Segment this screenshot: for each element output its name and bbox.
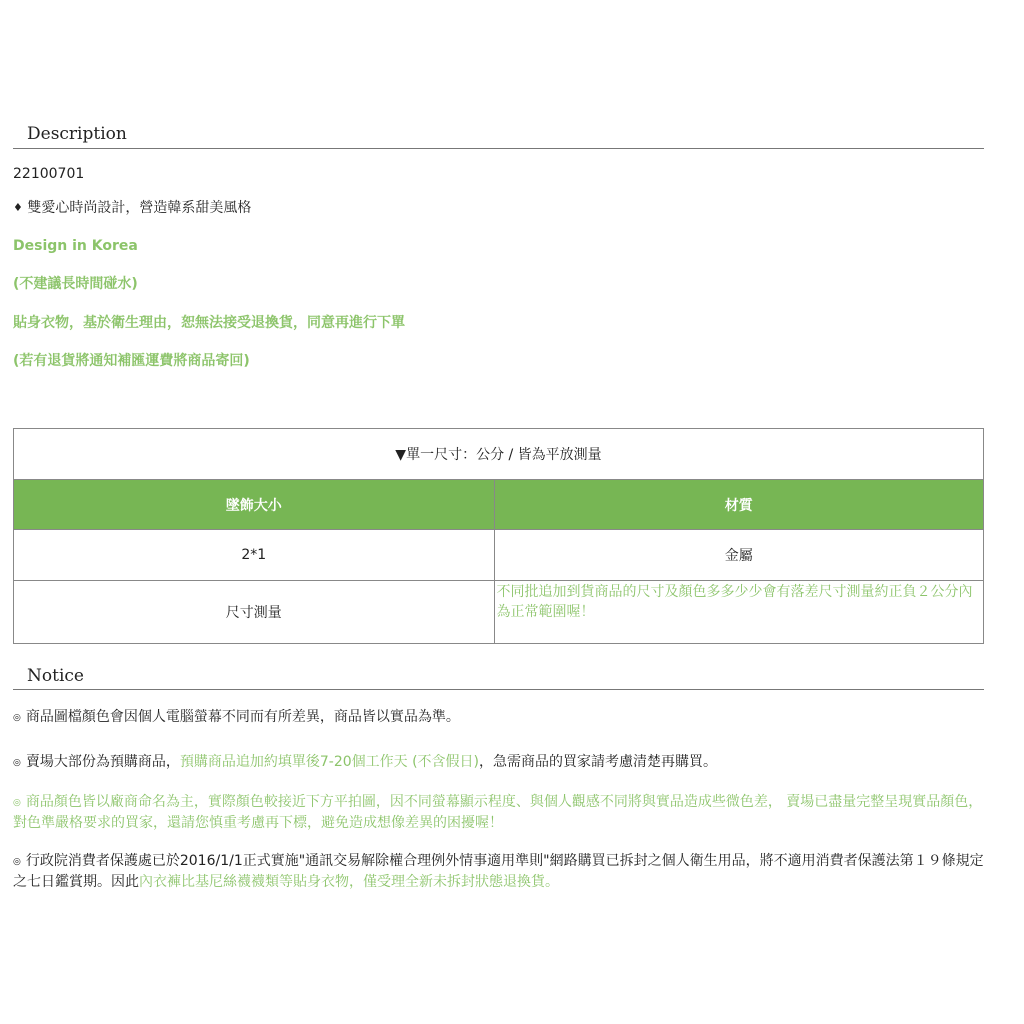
circle-bullet-icon: ◎: [13, 857, 21, 867]
header-pendant-size: 墜飾大小: [14, 480, 495, 530]
value-material: 金屬: [494, 530, 984, 581]
measure-note: 不同批追加到貨商品的尺寸及顏色多多少少會有落差尺寸測量約正負２公分內為正常範圍喔！: [494, 581, 984, 644]
water-warning-line: (不建議長時間碰水): [13, 276, 138, 292]
notice-item: [13, 752, 988, 773]
description-title: Description: [27, 124, 127, 144]
table-title: ▼單一尺寸：公分 / 皆為平放測量: [14, 429, 984, 480]
notice-item: [13, 707, 988, 728]
notice-highlight: 預購商品追加約填單後7-20個工作天 (不含假日): [179, 754, 480, 770]
diamond-bullet-icon: ♦: [13, 201, 23, 214]
feature-text: 雙愛心時尚設計，營造韓系甜美風格: [27, 200, 252, 216]
size-table: [13, 428, 984, 644]
circle-bullet-icon: ◎: [13, 713, 21, 723]
notice-item: [13, 851, 988, 892]
notice-title: Notice: [27, 666, 84, 686]
return-shipping-line: (若有退貨將通知補匯運費將商品寄回): [13, 353, 250, 369]
notice-text: ，急需商品的買家請考慮清楚再購買。: [479, 754, 718, 770]
header-material: 材質: [494, 480, 984, 530]
notice-text: 行政院消費者保護處已於2016/1/1正式實施"通訊交易解除權合理例外情事適用準則"網路購買已拆封之個人衛生用品，將不適用消費者保護法第１９條規定之七日鑑賞期。因此: [13, 853, 984, 890]
notice-text: 商品圖檔顏色會因個人電腦螢幕不同而有所差異，商品皆以實品為準。: [25, 709, 460, 725]
value-pendant-size: 2*1: [14, 530, 495, 581]
description-divider: [13, 148, 984, 149]
product-code: 22100701: [13, 166, 85, 182]
notice-highlight: 內衣褲比基尼絲襪襪類等貼身衣物，僅受理全新未拆封狀態退換貨。: [139, 874, 559, 890]
origin-line: Design in Korea: [13, 238, 138, 254]
measure-label: 尺寸測量: [14, 581, 495, 644]
notice-divider: [13, 689, 984, 690]
notice-highlight: 商品顏色皆以廠商命名為主，實際顏色較接近下方平拍圖，因不同螢幕顯示程度、與個人觀感不同將與實品造成些微色差， 賣場已盡量完整呈現實品顏色，對色準嚴格要求的買家，還請您慎重考慮再下標，避免造成想像差異的困擾喔！: [13, 794, 983, 831]
hygiene-policy-line: 貼身衣物，基於衛生理由，恕無法接受退換貨，同意再進行下單: [13, 315, 405, 331]
circle-bullet-icon: ◎: [13, 798, 21, 808]
notice-item: [13, 792, 988, 833]
feature-line: [13, 198, 251, 218]
circle-bullet-icon: ◎: [13, 758, 21, 768]
notice-text: 賣場大部份為預購商品，: [25, 754, 180, 770]
